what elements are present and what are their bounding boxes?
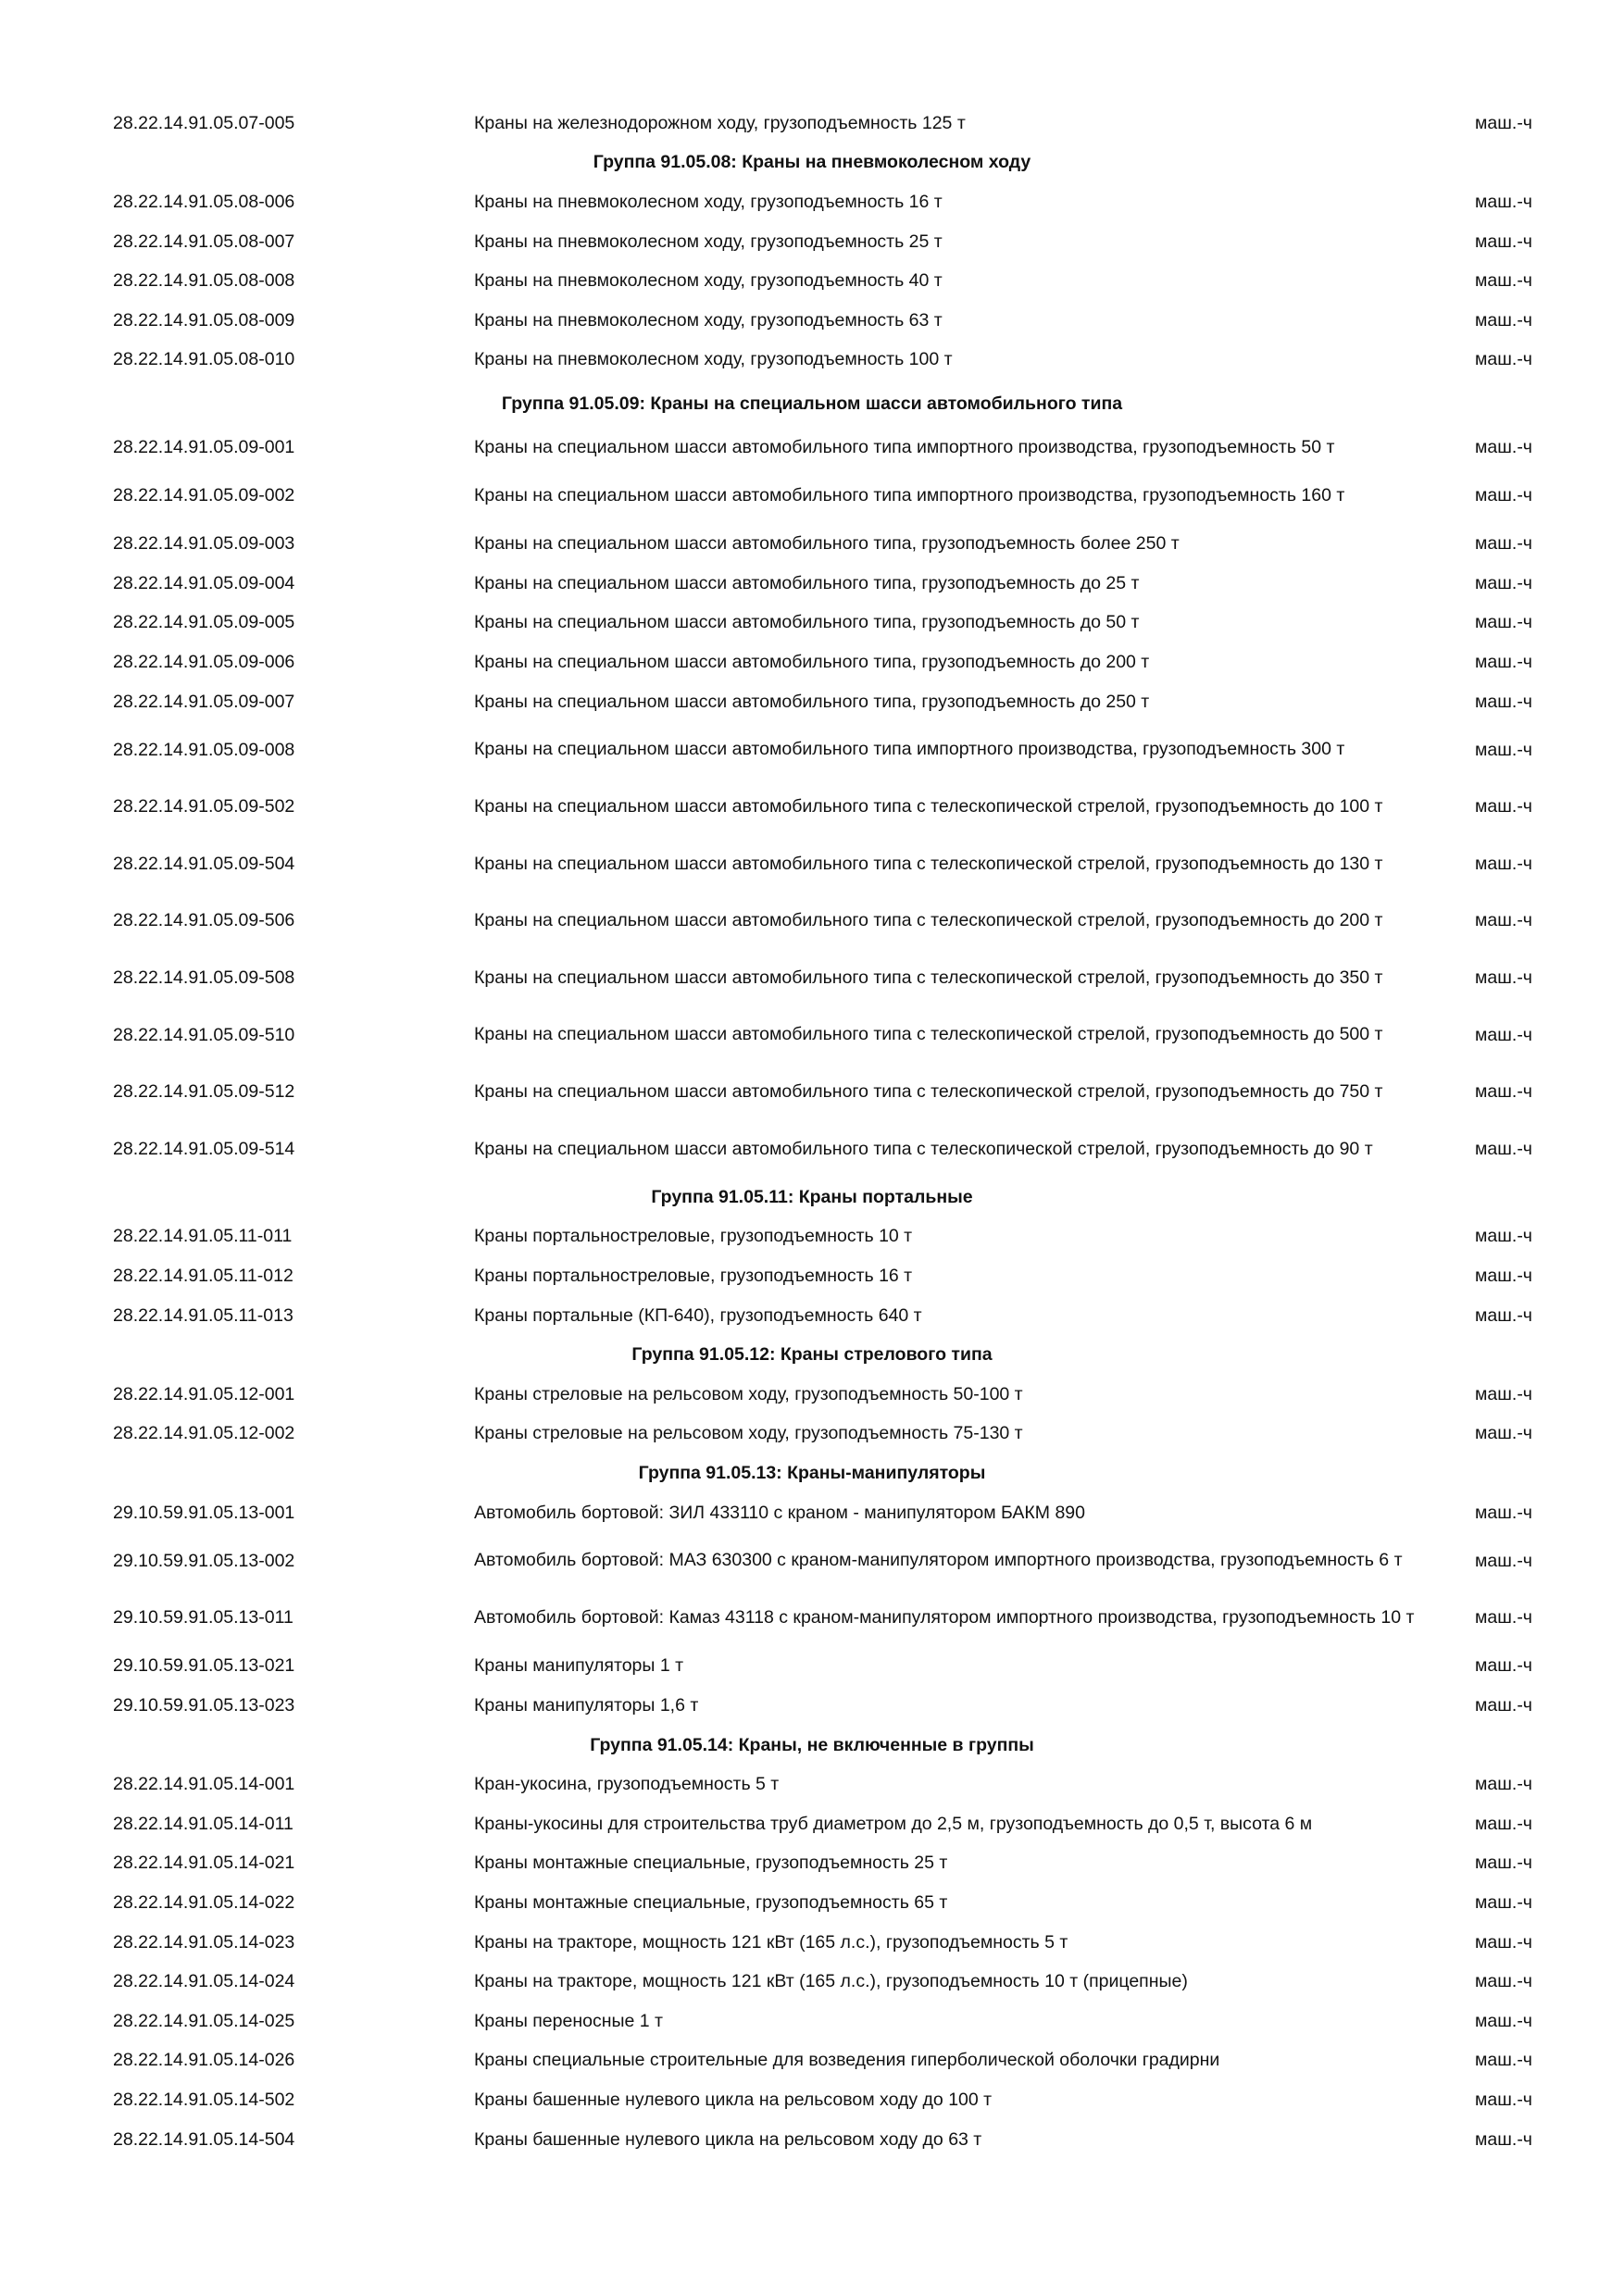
resource-name: Краны на тракторе, мощность 121 кВт (165 л.с.), грузоподъемность 10 т (прицепные) bbox=[474, 1971, 1188, 1992]
resource-name: Краны портальнострелoвые, грузоподъемность 16 т bbox=[474, 1266, 913, 1287]
measure-unit: маш.-ч bbox=[1475, 1931, 1532, 1953]
measure-unit: маш.-ч bbox=[1475, 2128, 1532, 2150]
resource-code: 29.10.59.91.05.13-021 bbox=[113, 1655, 295, 1677]
resource-name: Автомобиль бортовой: Камаз 43118 с краном-манипулятором импортного производства, грузоподъемность 10 т bbox=[474, 1607, 1415, 1628]
table-row bbox=[0, 1375, 1624, 1415]
table-row bbox=[0, 779, 1624, 836]
resource-code: 28.22.14.91.05.14-026 bbox=[113, 2050, 295, 2071]
measure-unit: маш.-ч bbox=[1475, 1813, 1532, 1834]
measure-unit: маш.-ч bbox=[1475, 485, 1532, 506]
resource-code: 29.10.59.91.05.13-011 bbox=[113, 1607, 294, 1628]
resource-code: 28.22.14.91.05.14-504 bbox=[113, 2128, 295, 2150]
resource-code: 28.22.14.91.05.11-012 bbox=[113, 1266, 294, 1287]
resource-name: Краны переносные 1 т bbox=[474, 2010, 663, 2031]
resource-name: Автомобиль бортовой: ЗИЛ 433110 с краном - манипулятором БАКМ 890 bbox=[474, 1502, 1085, 1523]
measure-unit: маш.-ч bbox=[1475, 1304, 1532, 1326]
measure-unit: маш.-ч bbox=[1475, 651, 1532, 672]
table-row bbox=[0, 721, 1624, 779]
resource-code: 28.22.14.91.05.14-023 bbox=[113, 1931, 295, 1953]
table-row bbox=[0, 1883, 1624, 1923]
resource-code: 28.22.14.91.05.14-001 bbox=[113, 1774, 295, 1795]
measure-unit: маш.-ч bbox=[1475, 1694, 1532, 1716]
resource-name: Краны на специальном шасси автомобильного типа, грузоподъемность до 200 т bbox=[474, 651, 1150, 672]
measure-unit: маш.-ч bbox=[1475, 191, 1532, 212]
resource-code: 28.22.14.91.05.09-512 bbox=[113, 1081, 295, 1103]
measure-unit: маш.-ч bbox=[1475, 436, 1532, 457]
measure-unit: маш.-ч bbox=[1475, 796, 1532, 817]
resource-name: Краны монтажные специальные, грузоподъемность 65 т bbox=[474, 1891, 948, 1913]
resource-code: 29.10.59.91.05.13-001 bbox=[113, 1502, 295, 1523]
table-row bbox=[0, 892, 1624, 950]
resource-code: 28.22.14.91.05.14-022 bbox=[113, 1891, 295, 1913]
resource-code: 28.22.14.91.05.14-021 bbox=[113, 1853, 295, 1874]
resource-name: Краны на пневмоколесном ходу, грузоподъемность 100 т bbox=[474, 349, 953, 370]
resource-code: 28.22.14.91.05.09-504 bbox=[113, 853, 295, 874]
measure-unit: маш.-ч bbox=[1475, 1423, 1532, 1444]
group-heading: Группа 91.05.08: Краны на пневмоколесном ходу bbox=[593, 152, 1031, 173]
resource-code: 28.22.14.91.05.12-002 bbox=[113, 1423, 295, 1444]
resource-name: Краны манипуляторы 1 т bbox=[474, 1655, 684, 1677]
resource-name: Краны манипуляторы 1,6 т bbox=[474, 1694, 699, 1716]
measure-unit: маш.-ч bbox=[1475, 112, 1532, 133]
measure-unit: маш.-ч bbox=[1475, 967, 1532, 988]
resource-name: Краны на железнодорожном ходу, грузоподъемность 125 т bbox=[474, 112, 966, 133]
table-row bbox=[0, 1590, 1624, 1647]
group-heading: Группа 91.05.09: Краны на специальном шасси автомобильного типа bbox=[501, 393, 1123, 414]
resource-code: 28.22.14.91.05.09-004 bbox=[113, 572, 295, 593]
resource-name: Краны специальные строительные для возведения гиперболической оболочки градирни bbox=[474, 2050, 1220, 2071]
measure-unit: маш.-ч bbox=[1475, 612, 1532, 633]
table-row bbox=[0, 1804, 1624, 1844]
resource-name: Краны стреловые на рельсовом ходу, грузоподъемность 50-100 т bbox=[474, 1383, 1023, 1404]
resource-name: Краны на пневмоколесном ходу, грузоподъемность 25 т bbox=[474, 231, 943, 252]
measure-unit: маш.-ч bbox=[1475, 1024, 1532, 1045]
resource-code: 28.22.14.91.05.09-514 bbox=[113, 1138, 295, 1159]
resource-code: 28.22.14.91.05.08-010 bbox=[113, 349, 295, 370]
measure-unit: маш.-ч bbox=[1475, 1971, 1532, 1992]
resource-code: 28.22.14.91.05.09-002 bbox=[113, 485, 295, 506]
measure-unit: маш.-ч bbox=[1475, 1502, 1532, 1523]
table-row bbox=[0, 1256, 1624, 1296]
resource-name: Краны на специальном шасси автомобильного типа импортного производства, грузоподъемность 160 т bbox=[474, 484, 1345, 505]
measure-unit: маш.-ч bbox=[1475, 1383, 1532, 1404]
table-row bbox=[0, 1064, 1624, 1121]
table-row bbox=[0, 222, 1624, 262]
table-row bbox=[0, 836, 1624, 893]
resource-code: 28.22.14.91.05.09-001 bbox=[113, 436, 295, 457]
resource-name: Краны на специальном шасси автомобильного типа с телескопической стрелой, грузоподъемность до 130 т bbox=[474, 853, 1383, 874]
resource-name: Краны на специальном шасси автомобильного типа, грузоподъемность до 50 т bbox=[474, 612, 1140, 633]
measure-unit: маш.-ч bbox=[1475, 691, 1532, 712]
measure-unit: маш.-ч bbox=[1475, 1266, 1532, 1287]
resource-name: Краны башенные нулевого цикла на рельсовом ходу до 63 т bbox=[474, 2128, 982, 2150]
table-row bbox=[0, 2041, 1624, 2081]
group-heading: Группа 91.05.13: Краны-манипуляторы bbox=[638, 1463, 986, 1484]
measure-unit: маш.-ч bbox=[1475, 349, 1532, 370]
resource-table bbox=[0, 104, 1624, 2159]
resource-code: 28.22.14.91.05.09-003 bbox=[113, 533, 295, 555]
resource-name: Краны башенные нулевого цикла на рельсовом ходу до 100 т bbox=[474, 2089, 993, 2110]
resource-name: Краны на специальном шасси автомобильного типа импортного производства, грузоподъемность 50 т bbox=[474, 436, 1335, 457]
measure-unit: маш.-ч bbox=[1475, 1226, 1532, 1247]
table-row bbox=[0, 104, 1624, 144]
table-row bbox=[0, 1217, 1624, 1257]
resource-name: Краны на пневмоколесном ходу, грузоподъемность 16 т bbox=[474, 191, 943, 212]
table-row bbox=[0, 301, 1624, 341]
resource-name: Краны портальнострелoвые, грузоподъемность 10 т bbox=[474, 1226, 913, 1247]
group-heading: Группа 91.05.14: Краны, не включенные в группы bbox=[590, 1734, 1034, 1755]
resource-code: 28.22.14.91.05.14-502 bbox=[113, 2089, 295, 2110]
group-heading: Группа 91.05.12: Краны стрелового типа bbox=[631, 1344, 993, 1366]
resource-name: Автомобиль бортовой: МАЗ 630300 с краном-манипулятором импортного производства, грузоподъемность 6 т bbox=[474, 1550, 1403, 1571]
measure-unit: маш.-ч bbox=[1475, 270, 1532, 292]
resource-name: Краны на специальном шасси автомобильного типа с телескопической стрелой, грузоподъемность до 90 т bbox=[474, 1138, 1373, 1159]
table-row bbox=[0, 428, 1624, 468]
table-row bbox=[0, 1415, 1624, 1454]
resource-code: 28.22.14.91.05.08-007 bbox=[113, 231, 295, 252]
table-row bbox=[0, 182, 1624, 222]
resource-name: Краны на пневмоколесном ходу, грузоподъемность 63 т bbox=[474, 309, 943, 331]
resource-code: 28.22.14.91.05.14-024 bbox=[113, 1971, 295, 1992]
measure-unit: маш.-ч bbox=[1475, 1774, 1532, 1795]
measure-unit: маш.-ч bbox=[1475, 1853, 1532, 1874]
resource-code: 29.10.59.91.05.13-023 bbox=[113, 1694, 295, 1716]
resource-name: Краны стреловые на рельсовом ходу, грузоподъемность 75-130 т bbox=[474, 1423, 1023, 1444]
measure-unit: маш.-ч bbox=[1475, 1891, 1532, 1913]
measure-unit: маш.-ч bbox=[1475, 2050, 1532, 2071]
table-row bbox=[0, 524, 1624, 564]
table-row bbox=[0, 2120, 1624, 2160]
table-row bbox=[0, 1006, 1624, 1064]
measure-unit: маш.-ч bbox=[1475, 231, 1532, 252]
resource-name: Краны на специальном шасси автомобильного типа, грузоподъемность до 250 т bbox=[474, 691, 1150, 712]
measure-unit: маш.-ч bbox=[1475, 1655, 1532, 1677]
measure-unit: маш.-ч bbox=[1475, 1550, 1532, 1571]
table-row bbox=[0, 1765, 1624, 1804]
resource-name: Краны-укосины для строительства труб диаметром до 2,5 м, грузоподъемность до 0,5 т, высота 6 м bbox=[474, 1813, 1313, 1834]
resource-name: Краны портальные (КП-640), грузоподъемность 640 т bbox=[474, 1304, 922, 1326]
resource-code: 28.22.14.91.05.08-009 bbox=[113, 309, 295, 331]
resource-code: 28.22.14.91.05.07-005 bbox=[113, 112, 295, 133]
resource-code: 28.22.14.91.05.09-510 bbox=[113, 1024, 295, 1045]
resource-name: Краны на специальном шасси автомобильного типа с телескопической стрелой, грузоподъемность до 500 т bbox=[474, 1024, 1383, 1045]
resource-name: Краны на специальном шасси автомобильного типа импортного производства, грузоподъемность 300 т bbox=[474, 739, 1345, 760]
resource-code: 28.22.14.91.05.14-025 bbox=[113, 2010, 295, 2031]
table-row bbox=[0, 2002, 1624, 2041]
table-row bbox=[0, 1686, 1624, 1726]
group-heading: Группа 91.05.11: Краны портальные bbox=[651, 1186, 973, 1207]
table-row bbox=[0, 1120, 1624, 1178]
resource-code: 28.22.14.91.05.09-007 bbox=[113, 691, 295, 712]
resource-code: 28.22.14.91.05.09-506 bbox=[113, 910, 295, 931]
table-row bbox=[0, 468, 1624, 525]
measure-unit: маш.-ч bbox=[1475, 1138, 1532, 1159]
table-row bbox=[0, 950, 1624, 1007]
resource-code: 28.22.14.91.05.08-006 bbox=[113, 191, 295, 212]
resource-name: Краны на специальном шасси автомобильного типа с телескопической стрелой, грузоподъемность до 100 т bbox=[474, 795, 1383, 817]
table-row bbox=[0, 682, 1624, 722]
resource-code: 28.22.14.91.05.12-001 bbox=[113, 1383, 295, 1404]
measure-unit: маш.-ч bbox=[1475, 1607, 1532, 1628]
resource-code: 28.22.14.91.05.09-008 bbox=[113, 739, 295, 760]
measure-unit: маш.-ч bbox=[1475, 2089, 1532, 2110]
table-row bbox=[0, 643, 1624, 682]
measure-unit: маш.-ч bbox=[1475, 572, 1532, 593]
resource-code: 28.22.14.91.05.09-006 bbox=[113, 651, 295, 672]
table-row bbox=[0, 1493, 1624, 1533]
resource-name: Кран-укосина, грузоподъемность 5 т bbox=[474, 1774, 780, 1795]
measure-unit: маш.-ч bbox=[1475, 309, 1532, 331]
resource-code: 28.22.14.91.05.11-011 bbox=[113, 1226, 293, 1247]
resource-name: Краны на специальном шасси автомобильного типа с телескопической стрелой, грузоподъемность до 200 т bbox=[474, 910, 1383, 931]
measure-unit: маш.-ч bbox=[1475, 853, 1532, 874]
measure-unit: маш.-ч bbox=[1475, 2010, 1532, 2031]
resource-code: 28.22.14.91.05.09-508 bbox=[113, 967, 295, 988]
table-row bbox=[0, 1647, 1624, 1687]
resource-name: Краны на пневмоколесном ходу, грузоподъемность 40 т bbox=[474, 270, 943, 292]
resource-code: 28.22.14.91.05.09-005 bbox=[113, 612, 295, 633]
resource-name: Краны на специальном шасси автомобильного типа с телескопической стрелой, грузоподъемность до 350 т bbox=[474, 967, 1383, 988]
table-row bbox=[0, 564, 1624, 604]
resource-code: 28.22.14.91.05.09-502 bbox=[113, 796, 295, 817]
table-row bbox=[0, 341, 1624, 381]
resource-name: Краны на специальном шасси автомобильного типа, грузоподъемность более 250 т bbox=[474, 533, 1180, 555]
resource-name: Краны на специальном шасси автомобильного типа, грузоподъемность до 25 т bbox=[474, 572, 1140, 593]
resource-code: 28.22.14.91.05.14-011 bbox=[113, 1813, 294, 1834]
table-row bbox=[0, 1296, 1624, 1336]
table-row bbox=[0, 2080, 1624, 2120]
table-row bbox=[0, 604, 1624, 643]
measure-unit: маш.-ч bbox=[1475, 910, 1532, 931]
measure-unit: маш.-ч bbox=[1475, 533, 1532, 555]
resource-code: 28.22.14.91.05.11-013 bbox=[113, 1304, 294, 1326]
resource-code: 28.22.14.91.05.08-008 bbox=[113, 270, 295, 292]
resource-code: 29.10.59.91.05.13-002 bbox=[113, 1550, 295, 1571]
table-row bbox=[0, 1923, 1624, 1963]
table-row bbox=[0, 1962, 1624, 2002]
measure-unit: маш.-ч bbox=[1475, 1081, 1532, 1103]
table-row bbox=[0, 1844, 1624, 1884]
table-row bbox=[0, 261, 1624, 301]
table-row bbox=[0, 1532, 1624, 1590]
resource-name: Краны монтажные специальные, грузоподъемность 25 т bbox=[474, 1853, 948, 1874]
resource-name: Краны на тракторе, мощность 121 кВт (165 л.с.), грузоподъемность 5 т bbox=[474, 1931, 1068, 1953]
measure-unit: маш.-ч bbox=[1475, 739, 1532, 760]
resource-name: Краны на специальном шасси автомобильного типа с телескопической стрелой, грузоподъемность до 750 т bbox=[474, 1080, 1383, 1102]
